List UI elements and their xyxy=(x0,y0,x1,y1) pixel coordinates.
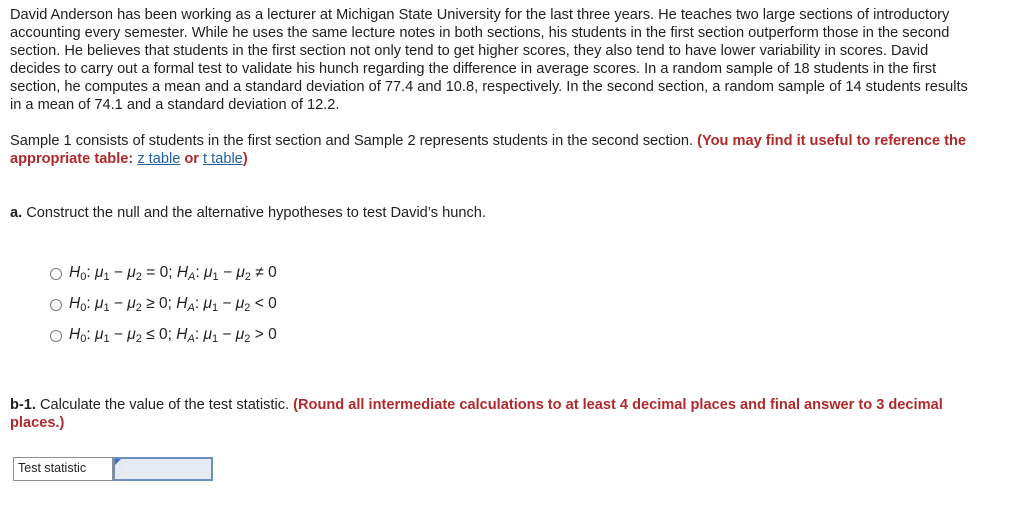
hypothesis-text: $H_0$: $\mu_1 - \mu_2 \ge 0$; $H_A$: $\mu_1 - \mu_2 < 0$ xyxy=(69,295,277,314)
problem-description: David Anderson has been working as a lecturer at Michigan State University for the last three years. He teaches two large sections of introductory accounting every semester. While he uses the same lecture notes in both sections, his students in the first section outperform those in the second section. He believes that students in the first section not only tend to get higher scores, they also tend to have lower variability in scores. David decides to carry out a formal test to validate his hunch regarding the difference in average scores. In a random sample of 18 students in the first section, he computes a mean and a standard deviation of 77.4 and 10.8, respectively. In the second section, a random sample of 14 students results in a mean of 74.1 and a standard deviation of 12.2. xyxy=(10,7,968,113)
question-a-label: a. xyxy=(10,205,23,221)
table-hint-suffix: ) xyxy=(242,151,248,167)
question-b1-text: Calculate the value of the test statistic. xyxy=(40,397,290,413)
radio-button[interactable] xyxy=(50,330,62,342)
test-statistic-label: Test statistic xyxy=(13,457,113,481)
sample-description xyxy=(10,132,970,168)
question-a-text: Construct the null and the alternative hypotheses to test David’s hunch. xyxy=(26,205,486,221)
radio-button[interactable] xyxy=(50,299,62,311)
hypothesis-text: $H_0$: $\mu_1 - \mu_2 = 0$; $H_A$: $\mu_1 - \mu_2 \ne 0$ xyxy=(69,264,277,283)
table-hint-prefix: (You may find it useful to reference the appropriate table: xyxy=(10,133,967,167)
hypothesis-option-1[interactable] xyxy=(50,258,277,289)
hypothesis-option-2[interactable] xyxy=(50,289,277,320)
question-a xyxy=(10,205,486,221)
test-statistic-input[interactable] xyxy=(113,457,213,481)
answer-row xyxy=(13,457,213,481)
t-table-link[interactable]: t table xyxy=(203,151,243,167)
rounding-hint: (Round all intermediate calculations to at least 4 decimal places and final answer to 3 decimal places.) xyxy=(10,397,943,431)
question-b1 xyxy=(10,396,970,432)
sample-text: Sample 1 consists of students in the first section and Sample 2 represents students in the second section. xyxy=(10,133,694,149)
hypothesis-options xyxy=(50,258,277,351)
table-hint-or: or xyxy=(184,151,199,167)
question-b1-label: b-1. xyxy=(10,397,36,413)
hypothesis-text: $H_0$: $\mu_1 - \mu_2 \le 0$; $H_A$: $\mu_1 - \mu_2 > 0$ xyxy=(69,326,277,345)
hypothesis-option-3[interactable] xyxy=(50,320,277,351)
radio-button[interactable] xyxy=(50,268,62,280)
z-table-link[interactable]: z table xyxy=(137,151,181,167)
